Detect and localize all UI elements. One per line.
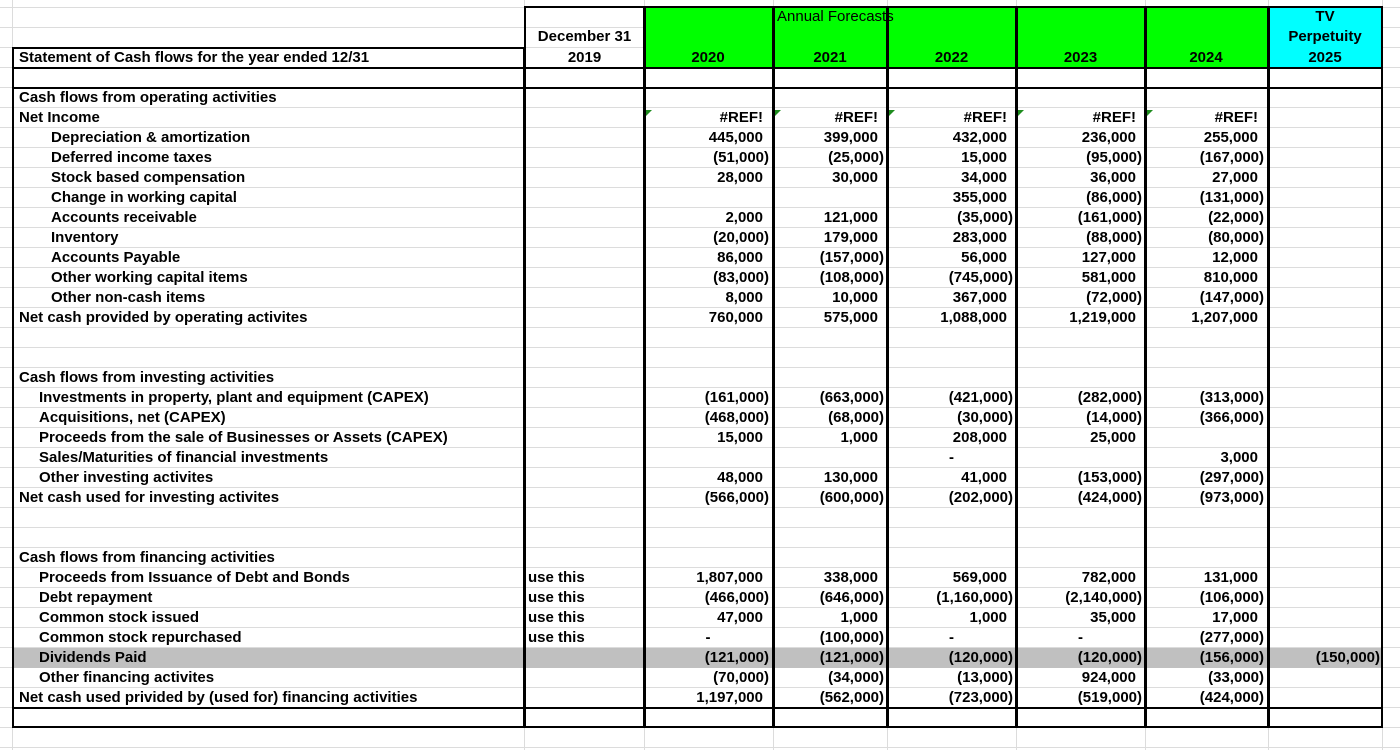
cell-2023: (153,000): [1077, 469, 1142, 486]
cell-2020: 48,000: [717, 469, 763, 486]
cell-2022: (421,000): [948, 389, 1013, 406]
cell-2022: 355,000: [952, 189, 1007, 206]
cell-2022: 569,000: [952, 569, 1007, 586]
cell-2021: (108,000): [819, 269, 884, 286]
cell-2021: (663,000): [819, 389, 884, 406]
error-indicator-icon: [775, 110, 781, 116]
row-label: Other investing activites: [39, 469, 214, 486]
cell-2022: 367,000: [952, 289, 1007, 306]
row-label: Net Income: [19, 109, 100, 126]
cell-2024: (33,000): [1208, 669, 1264, 686]
tv-perpetuity-label: Perpetuity: [1288, 28, 1362, 45]
row-label: Cash flows from financing activities: [19, 549, 275, 566]
cell-2022: (723,000): [948, 689, 1013, 706]
cell-2023: 1,219,000: [1069, 309, 1136, 326]
cell-2021: (157,000): [819, 249, 884, 266]
cell-2024: (167,000): [1199, 149, 1264, 166]
cell-2023: 782,000: [1081, 569, 1136, 586]
cell-2024: (424,000): [1199, 689, 1264, 706]
cell-2024: 131,000: [1203, 569, 1258, 586]
cell-2024: 12,000: [1212, 249, 1258, 266]
cell-2021: (562,000): [819, 689, 884, 706]
cell-2024: (147,000): [1199, 289, 1264, 306]
cell-2024: (131,000): [1199, 189, 1264, 206]
cell-2020: (566,000): [704, 489, 769, 506]
col-tv-box: [1268, 6, 1383, 728]
cell-2023: (88,000): [1086, 229, 1142, 246]
cell-2021: 338,000: [823, 569, 878, 586]
cell-2020: 15,000: [717, 429, 763, 446]
tv-year: 2025: [1308, 49, 1342, 66]
cell-2021: (646,000): [819, 589, 884, 606]
error-indicator-icon: [1147, 110, 1153, 116]
cell-2021: 121,000: [823, 209, 878, 226]
row-label: Net cash used for investing activites: [19, 489, 280, 506]
cell-2020: (161,000): [704, 389, 769, 406]
cell-2020: (121,000): [704, 649, 769, 666]
cell-2022: 56,000: [961, 249, 1007, 266]
cell-2021: 130,000: [823, 469, 878, 486]
row-label: Other non-cash items: [51, 289, 206, 306]
cell-2020: -: [705, 629, 711, 646]
cell-2020: (83,000): [713, 269, 769, 286]
cell-2023: #REF!: [1092, 109, 1136, 126]
cell-2021: 179,000: [823, 229, 878, 246]
cell-2021: 10,000: [832, 289, 878, 306]
year-header-2024: 2024: [1189, 49, 1223, 66]
cell-2020: 28,000: [717, 169, 763, 186]
cell-2024: 27,000: [1212, 169, 1258, 186]
cell-2023: 581,000: [1081, 269, 1136, 286]
error-indicator-icon: [646, 110, 652, 116]
cell-2021: (600,000): [819, 489, 884, 506]
cell-2022: 34,000: [961, 169, 1007, 186]
cell-2024: (973,000): [1199, 489, 1264, 506]
note-use-this: use this: [528, 609, 585, 626]
cell-2020: #REF!: [719, 109, 763, 126]
cell-2021: (121,000): [819, 649, 884, 666]
cell-2023: 35,000: [1090, 609, 1136, 626]
cell-2020: 86,000: [717, 249, 763, 266]
cell-2022: #REF!: [963, 109, 1007, 126]
row-label: Stock based compensation: [51, 169, 246, 186]
row-label: Net cash used privided by (used for) financing activities: [19, 689, 418, 706]
cell-2021: (34,000): [828, 669, 884, 686]
cell-2024: (297,000): [1199, 469, 1264, 486]
cell-2024: (80,000): [1208, 229, 1264, 246]
note-use-this: use this: [528, 629, 585, 646]
error-indicator-icon: [889, 110, 895, 116]
note-use-this: use this: [528, 589, 585, 606]
cell-2024: #REF!: [1214, 109, 1258, 126]
cell-2021: 399,000: [823, 129, 878, 146]
row-label: Deferred income taxes: [51, 149, 212, 166]
cell-2021: 1,000: [840, 429, 878, 446]
cell-2023: (95,000): [1086, 149, 1142, 166]
row-label: Acquisitions, net (CAPEX): [39, 409, 226, 426]
cell-2023: (282,000): [1077, 389, 1142, 406]
cell-2024: (156,000): [1199, 649, 1264, 666]
cell-2022: 432,000: [952, 129, 1007, 146]
cell-2020: 760,000: [708, 309, 763, 326]
cell-2023: 36,000: [1090, 169, 1136, 186]
cell-2022: (30,000): [957, 409, 1013, 426]
cell-2023: (120,000): [1077, 649, 1142, 666]
cell-2022: (1,160,000): [936, 589, 1013, 606]
cell-2021: 1,000: [840, 609, 878, 626]
row-label: Depreciation & amortization: [51, 129, 251, 146]
cell-2023: 924,000: [1081, 669, 1136, 686]
row-label: Cash flows from operating activities: [19, 89, 277, 106]
row-label: Inventory: [51, 229, 119, 246]
tv-label: TV: [1315, 8, 1335, 25]
year-header-2022: 2022: [934, 49, 969, 66]
cell-2020: 47,000: [717, 609, 763, 626]
cell-2023: (161,000): [1077, 209, 1142, 226]
cell-2023: (14,000): [1086, 409, 1142, 426]
cell-2024: 3,000: [1220, 449, 1258, 466]
row-label: Cash flows from investing activities: [19, 369, 275, 386]
statement-title: Statement of Cash flows for the year ended 12/31: [19, 49, 370, 66]
row-label: Common stock issued: [39, 609, 200, 626]
row-label: Change in working capital: [51, 189, 237, 206]
cell-2020: 1,197,000: [696, 689, 763, 706]
cell-2024: 810,000: [1203, 269, 1258, 286]
cell-2020: 1,807,000: [696, 569, 763, 586]
year-header-2020: 2020: [691, 49, 725, 66]
cell-2022: 41,000: [961, 469, 1007, 486]
cell-2022: (13,000): [957, 669, 1013, 686]
cell-2022: 15,000: [961, 149, 1007, 166]
cell-2023: (86,000): [1086, 189, 1142, 206]
note-use-this: use this: [528, 569, 585, 586]
cell-2021: 575,000: [823, 309, 878, 326]
error-indicator-icon: [1018, 110, 1024, 116]
cell-2023: (519,000): [1077, 689, 1142, 706]
cell-2020: 2,000: [725, 209, 763, 226]
cell-2024: (22,000): [1208, 209, 1264, 226]
cell-2020: (51,000): [713, 149, 769, 166]
row-label: Proceeds from Issuance of Debt and Bonds: [39, 569, 350, 586]
annual-forecasts-label: Annual Forecasts: [777, 8, 894, 25]
cell-2024: 1,207,000: [1191, 309, 1258, 326]
cell-2022: 283,000: [952, 229, 1007, 246]
row-label: Common stock repurchased: [39, 629, 242, 646]
cell-2021: (68,000): [828, 409, 884, 426]
cell-2022: (35,000): [957, 209, 1013, 226]
cell-2023: (424,000): [1077, 489, 1142, 506]
dec31-year: 2019: [567, 49, 602, 66]
row-label: Dividends Paid: [39, 649, 147, 666]
year-header-2021: 2021: [813, 49, 847, 66]
gridline-row: [0, 747, 1400, 748]
cell-2022: (745,000): [948, 269, 1013, 286]
cell-2020: 445,000: [708, 129, 763, 146]
row-label: Proceeds from the sale of Businesses or Assets (CAPEX): [39, 429, 448, 446]
cell-2021: (100,000): [819, 629, 884, 646]
cell-2020: (70,000): [713, 669, 769, 686]
cell-2023: (2,140,000): [1065, 589, 1142, 606]
cell-2024: 17,000: [1212, 609, 1258, 626]
cell-tv: (150,000): [1315, 649, 1380, 666]
cell-2020: (466,000): [704, 589, 769, 606]
row-label: Net cash provided by operating activites: [19, 309, 308, 326]
row-label: Accounts Payable: [51, 249, 181, 266]
cell-2022: 1,000: [969, 609, 1007, 626]
row-label: Accounts receivable: [51, 209, 197, 226]
row-label: Other financing activites: [39, 669, 215, 686]
cell-2021: #REF!: [834, 109, 878, 126]
cell-2022: 1,088,000: [940, 309, 1007, 326]
cell-2020: (468,000): [704, 409, 769, 426]
cell-2023: (72,000): [1086, 289, 1142, 306]
year-header-2023: 2023: [1063, 49, 1098, 66]
cell-2023: 25,000: [1090, 429, 1136, 446]
cell-2021: 30,000: [832, 169, 878, 186]
cell-2024: (277,000): [1199, 629, 1264, 646]
cell-2022: (120,000): [948, 649, 1013, 666]
cell-2021: (25,000): [828, 149, 884, 166]
row-label: Debt repayment: [39, 589, 153, 606]
cell-2022: 208,000: [952, 429, 1007, 446]
dec31-label: December 31: [537, 28, 632, 45]
cell-2020: (20,000): [713, 229, 769, 246]
cell-2022: -: [949, 449, 954, 466]
cell-2024: (313,000): [1199, 389, 1264, 406]
cell-2024: 255,000: [1203, 129, 1258, 146]
row-label: Other working capital items: [51, 269, 248, 286]
cell-2022: (202,000): [948, 489, 1013, 506]
row-label: Sales/Maturities of financial investments: [39, 449, 329, 466]
cell-2023: 127,000: [1081, 249, 1136, 266]
cell-2024: (106,000): [1199, 589, 1264, 606]
cell-2024: (366,000): [1199, 409, 1264, 426]
cell-2023: -: [1078, 629, 1083, 646]
cell-2020: 8,000: [725, 289, 763, 306]
cell-2022: -: [949, 629, 954, 646]
row-label: Investments in property, plant and equipment (CAPEX): [39, 389, 429, 406]
cell-2023: 236,000: [1081, 129, 1136, 146]
